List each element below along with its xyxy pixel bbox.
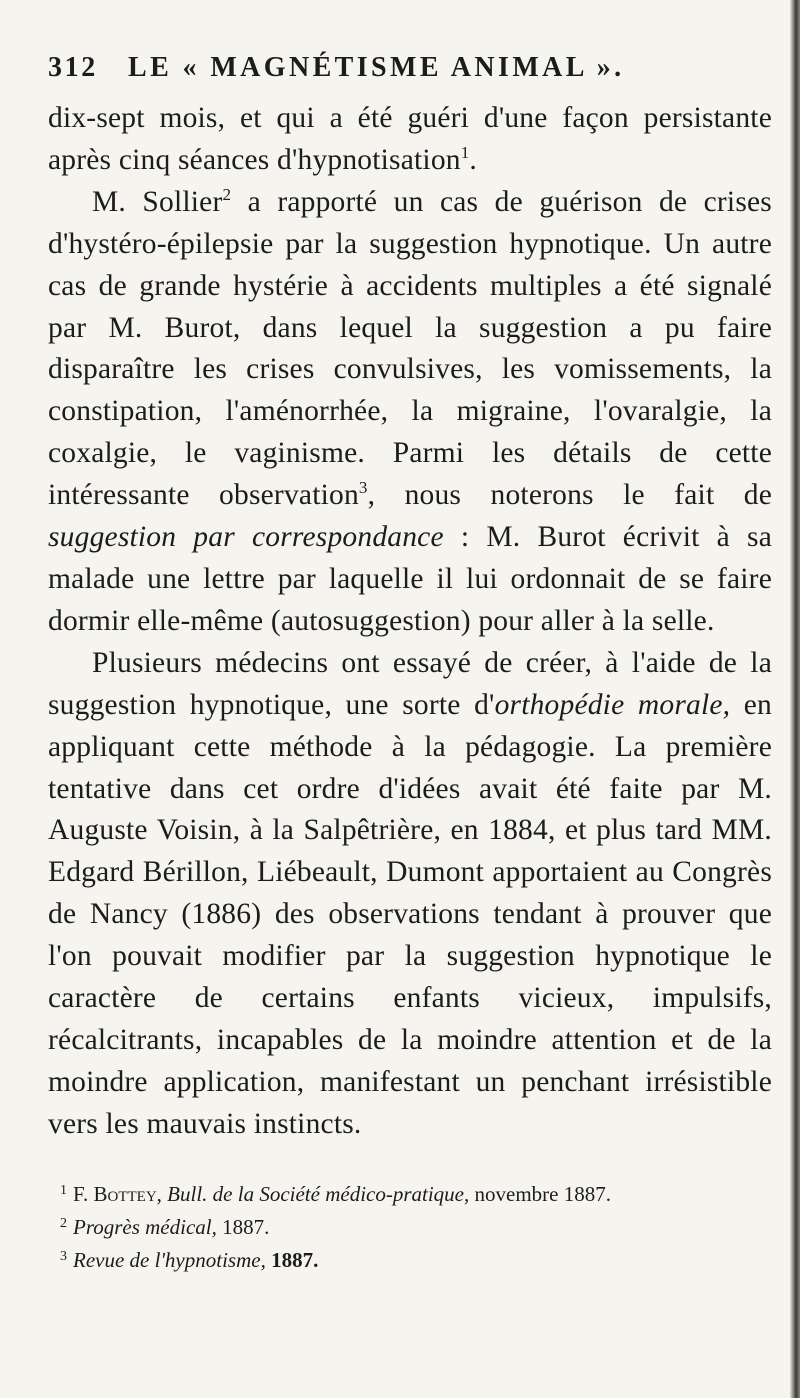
footnote-2 [60,1209,772,1242]
footnote-rest: 1887. [216,1214,270,1239]
paragraph-3 [48,643,772,1146]
page-edge [790,0,800,1398]
paragraph-2-text-d: : M. Burot écrivit à sa malade une lettre par laquelle il lui ordonnait de se faire dormir elle-même (autosuggestion) pour aller à la selle. [48,521,772,637]
footnote-rest: 1887. [265,1247,319,1272]
footnote-source: Revue de l'hypnotisme, [73,1247,266,1272]
footnote-source: Bull. de la Société médico-pratique, [167,1181,470,1206]
footnote-author: F. Bottey, [73,1181,168,1206]
paragraph-3-text-b: en appliquant cette méthode à la pédagogie. La première tentative dans cet ordre d'idées avait été faite par M. Auguste Voisin, à la Salpêtrière, en 1884, et plus tard MM. Edgard Bérillon, Liébeault, Dumont apportaient au Congrès de Nancy (1886) des observations tendant à prouver que l'on pouvait modifier par la suggestion hypnotique le caractère de certains enfants vicieux, impulsifs, récalcitrants, incapables de la moindre attention et de la moindre application, manifestant un penchant irrésistible vers les mauvais instincts. [48,688,772,1140]
paragraph-2-text-b: a rapporté un cas de guérison de crises d'hystéro-épilepsie par la suggestion hypnotique. Un autre cas de grande hystérie à accidents multiples a été signalé par M. Burot, dans lequel la suggestion a pu faire disparaître les crises convulsives, les vomissements, la constipation, l'aménorrhée, la migraine, l'ovaralgie, la coxalgie, le vaginisme. Parmi les détails de cette intéressante observation [48,185,772,512]
footnote-ref-1: 1 [460,142,470,162]
footnote-3 [60,1242,772,1275]
footnote-mark: 3 [60,1248,67,1264]
footnote-mark: 2 [60,1215,67,1231]
body-text [48,98,772,1146]
paragraph-2-italic: suggestion par correspondance [48,521,444,554]
paragraph-2-text-a: M. Sollier [92,185,223,218]
footnote-1 [60,1176,772,1209]
paragraph-1 [48,98,772,182]
page-number: 312 [48,52,98,83]
page-header [48,52,772,84]
footnote-mark: 1 [60,1182,67,1198]
footnote-source: Progrès médical, [73,1214,217,1239]
running-title: LE « MAGNÉTISME ANIMAL ». [128,52,625,83]
paragraph-2 [48,182,772,643]
book-page [48,52,772,1275]
footnote-ref-3: 3 [358,478,368,498]
footnote-rest: novembre 1887. [469,1181,611,1206]
footnote-ref-2: 2 [222,184,232,204]
paragraph-1-text: dix-sept mois, et qui a été guéri d'une façon persistante après cinq séances d'hypnotisation [48,102,772,176]
paragraph-3-italic: orthopédie morale, [494,688,731,721]
paragraph-2-text-c: , nous noterons le fait de [367,479,772,512]
paragraph-1-end: . [469,143,477,176]
paragraph-3-text-a: Plusieurs médecins ont essayé de créer, à l'aide de la suggestion hypnotique, une sorte d' [48,646,772,721]
footnotes [48,1176,772,1275]
